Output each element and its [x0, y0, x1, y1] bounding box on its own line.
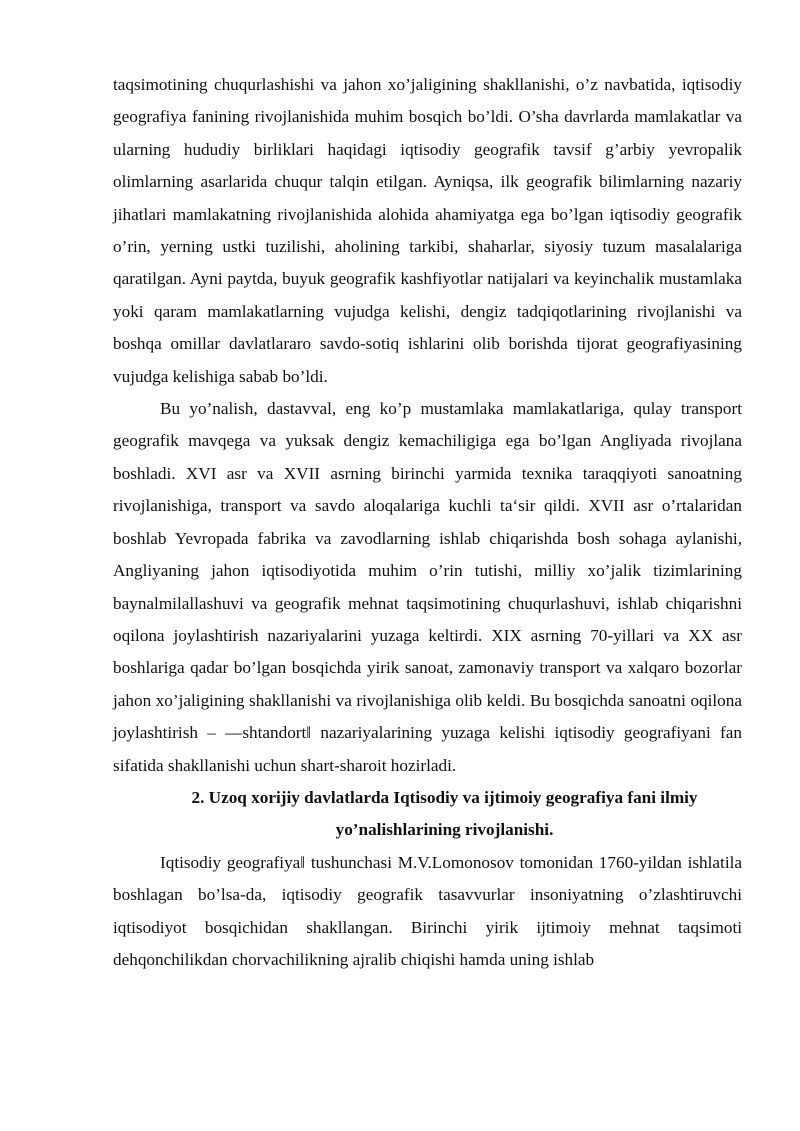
section-heading: 2. Uzoq xorijiy davlatlarda Iqtisodiy va ijtimoiy geografiya fani ilmiy yo’nalishlarining rivojlanishi.	[191, 787, 698, 840]
document-page	[113, 69, 742, 976]
paragraph-1: taqsimotining chuqurlashishi va jahon xo’jaligining shakllanishi, o’z navbatida, iqtisodiy geografiya fanining rivojlanishida muhim bosqich bo’ldi. O’sha davrlarda mamlakatlar va ularning hududiy birliklari haqidagi iqtisodiy geografik tavsif g’arbiy yevropalik olimlarning asarlarida chuqur talqin etilgan. Ayniqsa, ilk geografik bilimlarning nazariy jihatlari mamlakatning rivojlanishida alohida ahamiyatga ega bo’lgan iqtisodiy geografik o’rin, yerning ustki tuzilishi, aholining tarkibi, shaharlar, siyosiy tuzum masalalariga qaratilgan. Ayni paytda, buyuk geografik kashfiyotlar natijalari va keyinchalik mustamlaka yoki qaram mamlakatlarning vujudga kelishi, dengiz tadqiqotlarining rivojlanishi va boshqa omillar davlatlararo savdo-sotiq ishlarini olib borishda tijorat geografiyasining vujudga kelishiga sabab bo’ldi.	[113, 75, 742, 386]
paragraph-2: Bu yo’nalish, dastavval, eng ko’p mustamlaka mamlakatlariga, qulay transport geografik mavqega va yuksak dengiz kemachiligiga ega bo’lgan Angliyada rivojlana boshladi. XVI asr va XVII asrning birinchi yarmida texnika taraqqiyoti sanoatning rivojlanishiga, transport va savdo aloqalariga kuchli ta‘sir qildi. XVII asr o’rtalaridan boshlab Yevropada fabrika va zavodlarning ishlab chiqarishda bosh sohaga aylanishi, Angliyaning jahon iqtisodiyotida muhim o’rin tutishi, milliy xo’jalik tizimlarining baynalmilallashuvi va geografik mehnat taqsimotining chuqurlashuvi, ishlab chiqarishni oqilona joylashtirish nazariyalarini yuzaga keltirdi. XIX asrning 70-yillari va XX asr boshlariga qadar bo’lgan bosqichda yirik sanoat, zamonaviy transport va xalqaro bozorlar jahon xo’jaligining shakllanishi va rivojlanishiga olib keldi. Bu bosqichda sanoatni oqilona joylashtirish – ―shtandort‖ nazariyalarining yuzaga kelishi iqtisodiy geografiyani fan sifatida shakllanishi uchun shart-sharoit hozirladi.	[113, 399, 742, 775]
paragraph-3: Iqtisodiy geografiya‖ tushunchasi M.V.Lomonosov tomonidan 1760-yildan ishlatila boshlagan bo’lsa-da, iqtisodiy geografik tasavvurlar insoniyatning o’zlashtiruvchi iqtisodiyot bosqichidan shakllangan. Birinchi yirik ijtimoiy mehnat taqsimoti dehqonchilikdan chorvachilikning ajralib chiqishi hamda uning ishlab	[113, 852, 742, 969]
